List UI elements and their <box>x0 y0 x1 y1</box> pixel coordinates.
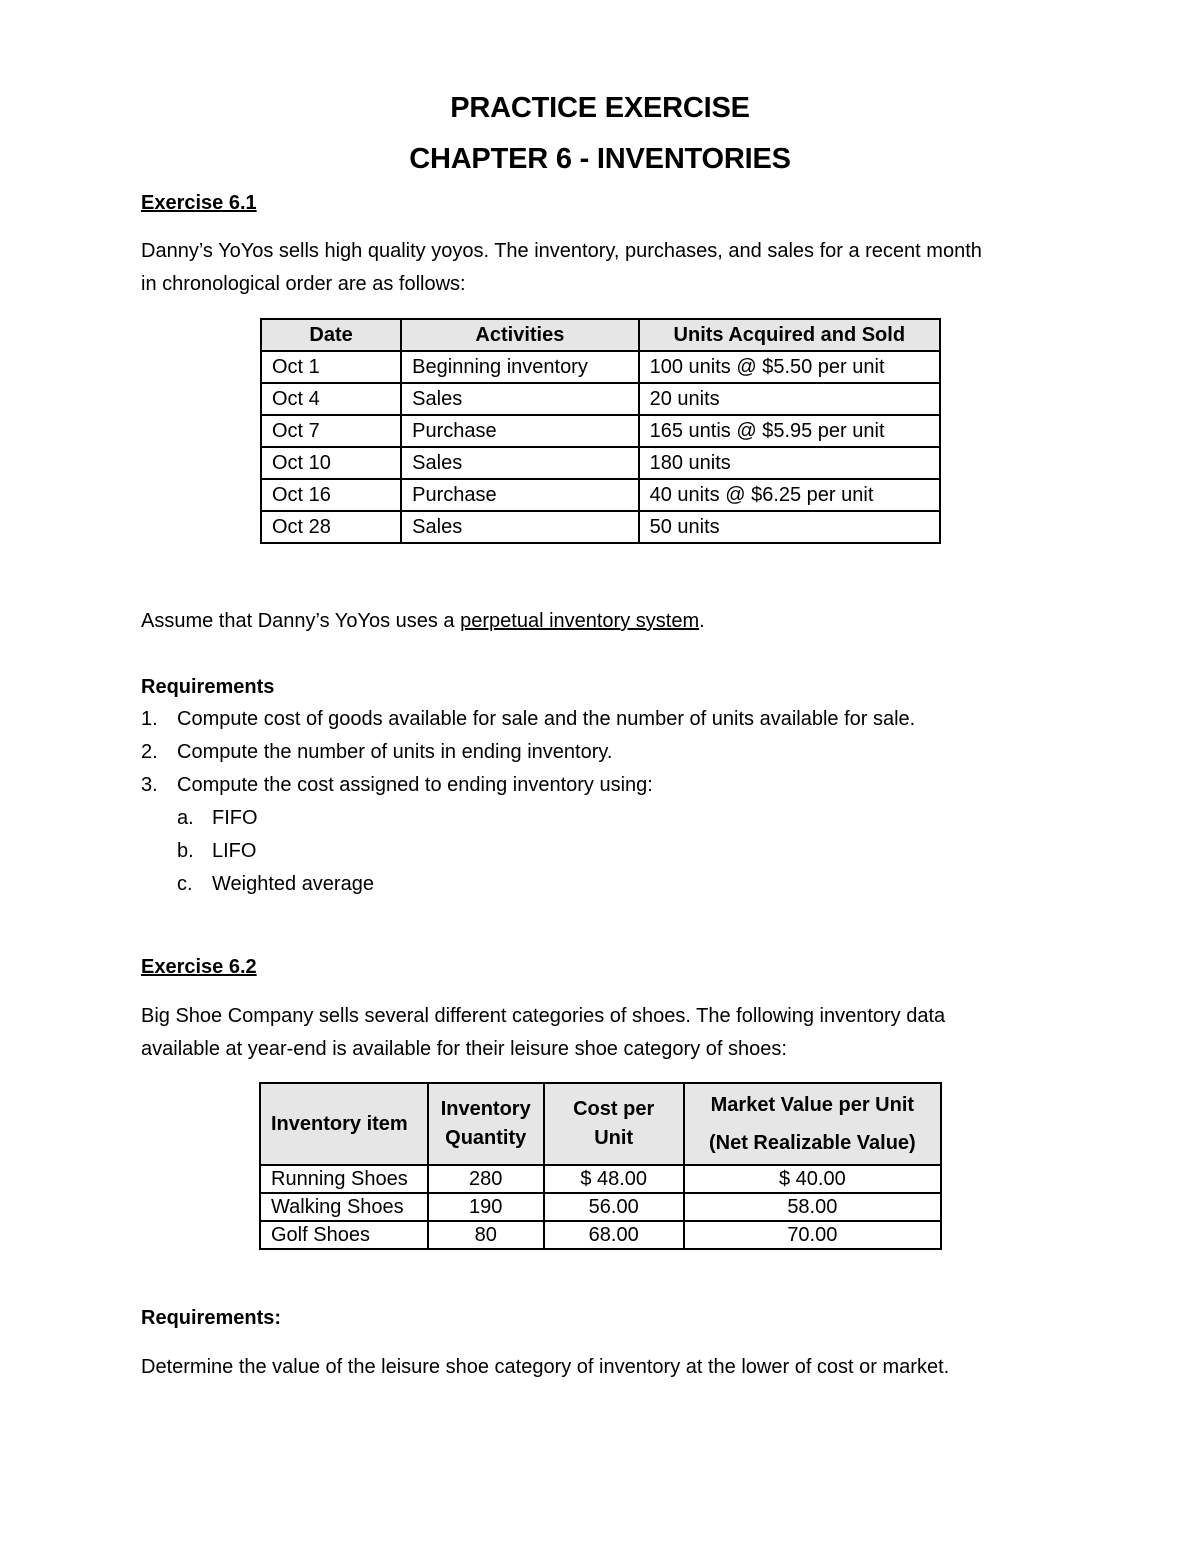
cell-activity: Purchase <box>401 479 638 511</box>
cell-units: 40 units @ $6.25 per unit <box>639 479 940 511</box>
column-header-activities: Activities <box>401 319 638 351</box>
cell-item: Running Shoes <box>260 1165 428 1193</box>
exercise-1-intro-line1: Danny’s YoYos sells high quality yoyos. The inventory, purchases, and sales for a recent month <box>141 240 982 262</box>
column-header-cost <box>544 1083 684 1165</box>
requirements-list <box>141 703 915 901</box>
assumption-prefix: Assume that Danny’s YoYos uses a <box>141 610 461 632</box>
assumption-suffix: . <box>699 610 705 632</box>
assumption-text <box>141 605 1071 638</box>
cell-date: Oct 10 <box>261 447 401 479</box>
list-item <box>141 703 915 736</box>
list-text: Compute cost of goods available for sale and the number of units available for sale. <box>177 708 916 730</box>
cell-units: 180 units <box>639 447 940 479</box>
cell-units: 100 units @ $5.50 per unit <box>639 351 940 383</box>
sub-list-item <box>141 802 915 835</box>
cell-units: 50 units <box>639 511 940 543</box>
exercise-1-heading: Exercise 6.1 <box>141 192 257 214</box>
sub-list-text: LIFO <box>212 840 257 862</box>
list-text: Compute the cost assigned to ending inventory using: <box>177 774 653 796</box>
cell-market-value: 70.00 <box>684 1221 941 1249</box>
table-row <box>261 511 940 543</box>
sub-list-letter: b. <box>177 840 194 862</box>
table-row <box>260 1165 941 1193</box>
cell-item: Golf Shoes <box>260 1221 428 1249</box>
list-number: 2. <box>141 741 158 763</box>
table-row <box>261 351 940 383</box>
table-row <box>260 1193 941 1221</box>
requirements-2-heading: Requirements: <box>141 1307 282 1329</box>
exercise-1-intro-line2: in chronological order are as follows: <box>141 273 466 295</box>
header-cost-line1: Cost per <box>573 1098 655 1120</box>
cell-quantity: 190 <box>428 1193 544 1221</box>
list-number: 1. <box>141 708 158 730</box>
table-header-row <box>260 1083 941 1165</box>
cell-date: Oct 1 <box>261 351 401 383</box>
list-item <box>141 736 915 769</box>
cell-units: 20 units <box>639 383 940 415</box>
column-header-market-value <box>684 1083 941 1165</box>
header-market-line2: (Net Realizable Value) <box>708 1131 916 1154</box>
cell-cost: $ 48.00 <box>544 1165 684 1193</box>
sub-list-letter: c. <box>177 873 193 895</box>
cell-date: Oct 7 <box>261 415 401 447</box>
page-title: PRACTICE EXERCISE <box>450 92 750 124</box>
table-row <box>261 447 940 479</box>
transactions-table <box>260 318 941 544</box>
table-header-row <box>261 319 940 351</box>
cell-quantity: 280 <box>428 1165 544 1193</box>
page-subtitle: CHAPTER 6 - INVENTORIES <box>409 143 791 175</box>
cell-activity: Purchase <box>401 415 638 447</box>
table-row <box>261 383 940 415</box>
requirements-2-text: Determine the value of the leisure shoe category of inventory at the lower of cost or market. <box>141 1356 950 1378</box>
cell-cost: 68.00 <box>544 1221 684 1249</box>
list-text: Compute the number of units in ending inventory. <box>177 741 613 763</box>
sub-list-text: Weighted average <box>212 873 374 895</box>
assumption-system: perpetual inventory system <box>460 610 700 632</box>
header-quantity-line2: Quantity <box>445 1127 527 1149</box>
column-header-date: Date <box>261 319 401 351</box>
column-header-quantity <box>428 1083 544 1165</box>
cell-cost: 56.00 <box>544 1193 684 1221</box>
header-cost-line2: Unit <box>594 1127 634 1149</box>
table-row <box>260 1221 941 1249</box>
cell-market-value: $ 40.00 <box>684 1165 941 1193</box>
list-item <box>141 769 915 802</box>
list-number: 3. <box>141 774 158 796</box>
cell-date: Oct 4 <box>261 383 401 415</box>
requirements-heading: Requirements <box>141 676 275 698</box>
cell-activity: Sales <box>401 511 638 543</box>
header-quantity-line1: Inventory <box>440 1098 531 1120</box>
column-header-units: Units Acquired and Sold <box>639 319 940 351</box>
cell-date: Oct 28 <box>261 511 401 543</box>
sub-list-text: FIFO <box>212 807 258 829</box>
header-market-line1: Market Value per Unit <box>710 1093 915 1116</box>
cell-quantity: 80 <box>428 1221 544 1249</box>
sub-list-letter: a. <box>177 807 194 829</box>
table-row <box>261 415 940 447</box>
cell-activity: Beginning inventory <box>401 351 638 383</box>
shoe-inventory-table <box>259 1082 942 1250</box>
table-row <box>261 479 940 511</box>
column-header-item: Inventory item <box>260 1083 428 1165</box>
cell-date: Oct 16 <box>261 479 401 511</box>
exercise-2-heading: Exercise 6.2 <box>141 956 257 978</box>
cell-market-value: 58.00 <box>684 1193 941 1221</box>
sub-list-item <box>141 835 915 868</box>
cell-activity: Sales <box>401 447 638 479</box>
exercise-2-intro-line2: available at year-end is available for their leisure shoe category of shoes: <box>141 1038 787 1060</box>
cell-item: Walking Shoes <box>260 1193 428 1221</box>
cell-units: 165 untis @ $5.95 per unit <box>639 415 940 447</box>
sub-list-item <box>141 868 915 901</box>
exercise-2-intro-line1: Big Shoe Company sells several different categories of shoes. The following inventory data <box>141 1005 946 1027</box>
cell-activity: Sales <box>401 383 638 415</box>
